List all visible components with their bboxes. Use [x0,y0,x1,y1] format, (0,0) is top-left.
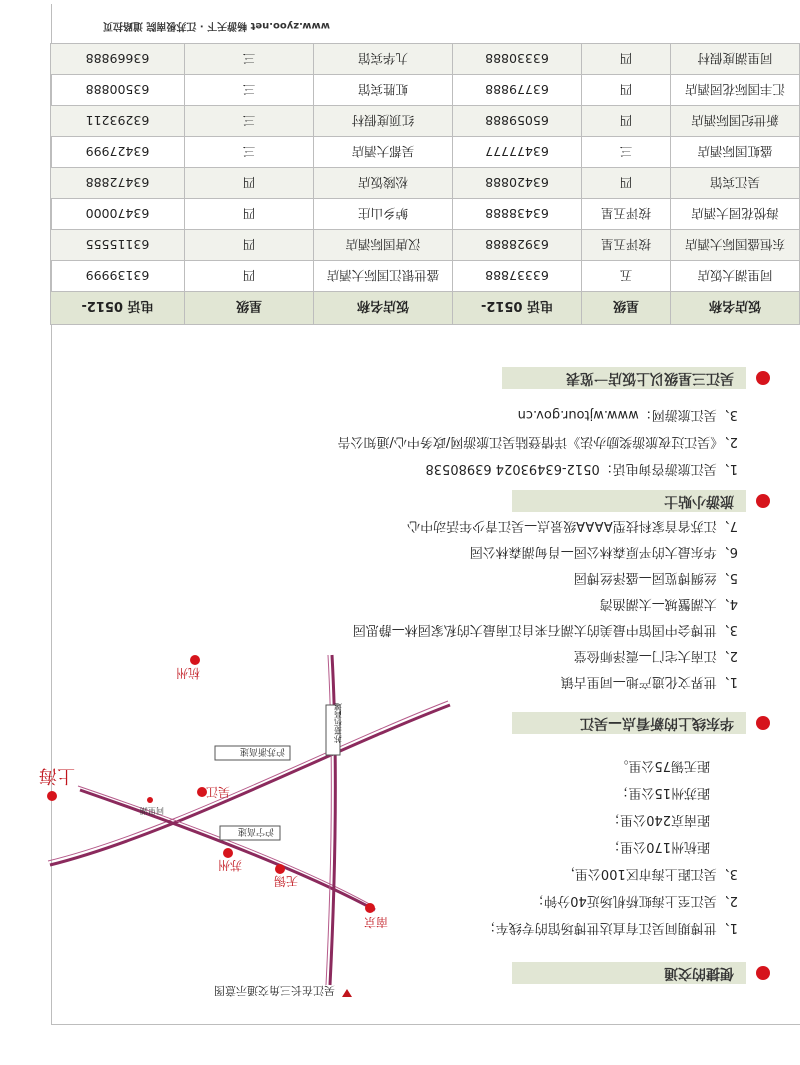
table-cell: 四 [582,106,671,137]
city-label-shanghai: 上海 [39,765,75,786]
transport-line: 2、吴江至上海虹桥机场近40分钟； [531,893,738,908]
table-cell: 63500888 [51,75,185,106]
city-marker-suzhou [223,848,233,858]
section-header-hotels [502,366,770,390]
table-cell: 盛世银江国际大酒店 [314,261,453,292]
tip-item: 2、《吴江过夜旅游奖励办法》详情登陆吴江旅游网/政务中心/通知公告 [337,434,738,449]
attraction-item: 2、江南大宅门—震泽师俭堂 [573,648,738,663]
hotel-table [50,43,800,325]
table-row [51,168,800,199]
attraction-item: 5、丝绸博览园—盛泽丝博园 [573,570,738,585]
table-row [51,261,800,292]
table-cell: 63470000 [51,199,185,230]
map-label-tonglihu: 同里湖 [140,806,164,815]
bullet-icon [756,371,770,385]
column-header: 星级 [185,292,314,325]
table-cell: 盛虹国际酒店 [671,137,800,168]
section-title: 便捷的交通 [512,962,746,984]
table-cell: 汇丰国际花园酒店 [671,75,800,106]
table-cell: 松陵饭店 [314,168,453,199]
tip-item: 1、吴江旅游咨询电话：0512-63493024 63980538 [425,461,738,476]
table-cell: 五 [582,261,671,292]
road-label-sujiahang: 苏嘉杭高速 [333,703,343,743]
table-cell: 63472888 [51,168,185,199]
table-cell: 四 [582,44,671,75]
transport-line: 距无锡75公里。 [615,758,710,773]
traffic-map [30,645,470,1005]
table-row [51,137,800,168]
table-cell: 63779888 [453,75,582,106]
table-cell: 新世纪国际酒店 [671,106,800,137]
table-cell: 鲈乡山庄 [314,199,453,230]
table-cell: 三 [185,75,314,106]
table-cell: 红顶度假村 [314,106,453,137]
city-label-nanjing: 南京 [363,915,388,929]
table-cell: 四 [582,168,671,199]
table-row [51,44,800,75]
table-row [51,106,800,137]
table-cell: 63293211 [51,106,185,137]
map-caption: 吴江在长三角交通示意图 [214,984,335,997]
city-label-hangzhou: 杭州 [175,666,200,680]
table-cell: 63420888 [453,168,582,199]
road-label-husuzhe: 沪苏浙高速 [239,746,285,756]
table-cell: 三 [185,137,314,168]
table-row [51,75,800,106]
tip-item: 3、吴江旅游网：www.wjtour.gov.cn [517,407,738,422]
table-cell: 四 [185,261,314,292]
page-footer: www.zyoo.net 畅游天下 · 江苏极南院 道路拉页 [102,20,330,31]
column-header: 电话 0512- [51,292,185,325]
table-row [51,230,800,261]
table-cell: 63427999 [51,137,185,168]
transport-line: 3、吴江距上海市区100公里， [561,866,738,881]
table-cell: 吴都大酒店 [314,137,453,168]
column-header: 饭店名称 [671,292,800,325]
column-header: 饭店名称 [314,292,453,325]
table-row [51,199,800,230]
table-cell: 同里湖大饭店 [671,261,800,292]
attraction-item: 7、江苏省首家科技型AAAA级景点—吴江青少年活动中心 [407,518,738,533]
table-cell: 63115555 [51,230,185,261]
table-cell: 九华宾馆 [314,44,453,75]
table-cell: 汉唐国际酒店 [314,230,453,261]
transport-line: 1、世博期间吴江有直达世博场馆的专线车； [482,920,738,935]
transport-line: 距南京240公里； [607,812,710,827]
attraction-item: 3、世博会中国馆中最美的太湖石来自江南最大的私家园林—静思园 [352,622,738,637]
city-marker-wuxi [275,864,285,874]
table-cell: 按评五星 [582,230,671,261]
city-label-wujiang: 吴江 [205,785,230,799]
triangle-icon [342,989,352,997]
attraction-item: 6、华东最大的平原森林公园—肖甸湖森林公园 [469,544,738,559]
column-header: 星级 [582,292,671,325]
table-cell: 63477777 [453,137,582,168]
section-header-transport [512,961,770,985]
city-marker-nanjing [365,903,375,913]
table-cell: 三 [185,44,314,75]
attraction-item: 1、世界文化遗产地—同里古镇 [560,674,738,689]
table-cell: 虹胜宾馆 [314,75,453,106]
transport-line: 距杭州170公里； [607,839,710,854]
road-line [50,705,450,865]
transport-line: 距苏州15公里； [615,785,710,800]
table-cell: 同里湖度假村 [671,44,800,75]
table-cell: 63669888 [51,44,185,75]
table-cell: 63330888 [453,44,582,75]
table-cell: 四 [185,168,314,199]
table-cell: 63139999 [51,261,185,292]
table-cell: 海悦花园大酒店 [671,199,800,230]
table-cell: 吴江宾馆 [671,168,800,199]
section-title: 旅游小贴士 [512,490,746,512]
section-title: 吴江三星级以上饭店一览表 [502,367,746,389]
table-cell: 三 [185,106,314,137]
column-header: 电话 0512- [453,292,582,325]
city-marker-hangzhou [190,655,200,665]
section-header-attractions [512,711,770,735]
table-cell: 四 [582,75,671,106]
bullet-icon [756,716,770,730]
road-label-huning: 沪宁高速 [237,826,274,836]
table-cell: 63337888 [453,261,582,292]
table-cell: 63928888 [453,230,582,261]
table-cell: 三 [582,137,671,168]
city-label-wuxi: 无锡 [273,874,298,888]
table-cell: 四 [185,199,314,230]
bullet-icon [756,966,770,980]
table-cell: 按评五星 [582,199,671,230]
attraction-item: 4、太湖蟹城—太湖渔湾 [599,596,738,611]
table-cell: 63438888 [453,199,582,230]
section-header-tips [512,489,770,513]
city-label-suzhou: 苏州 [217,858,242,872]
table-cell: 四 [185,230,314,261]
section-title: 华东线上的新看点—吴江 [512,712,746,734]
table-cell: 东恒盛国际大酒店 [671,230,800,261]
bullet-icon [756,494,770,508]
city-marker-shanghai [47,791,57,801]
table-header-row [51,292,800,325]
map-marker-tonglihu [147,797,153,803]
table-cell: 65059888 [453,106,582,137]
